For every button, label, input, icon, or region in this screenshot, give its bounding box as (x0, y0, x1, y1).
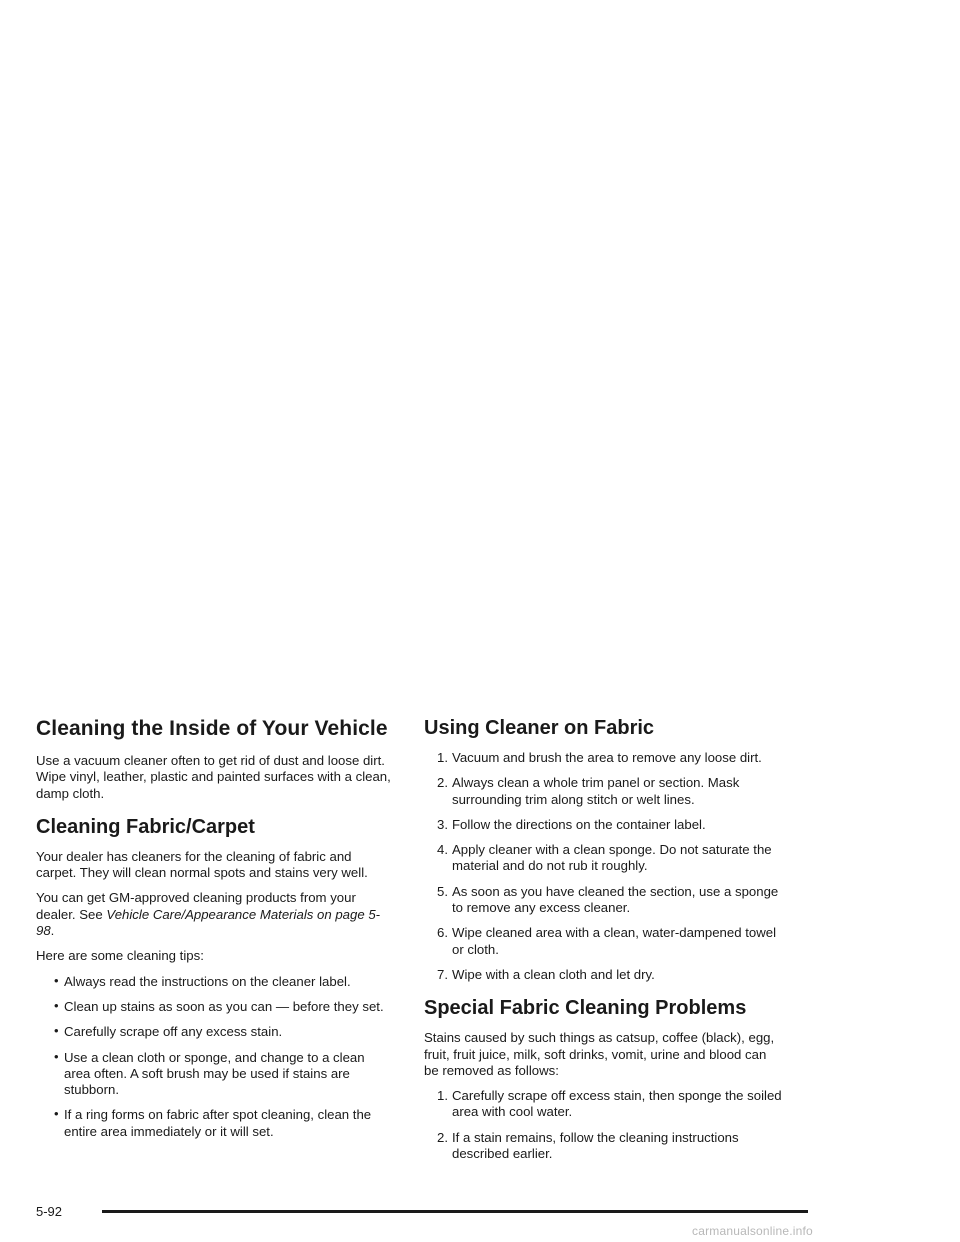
fabric-paragraph-1: Your dealer has cleaners for the cleaning of fabric and carpet. They will clean normal spots and stains very well. (36, 848, 368, 881)
special-intro: Stains caused by such things as catsup, coffee (black), egg, fruit, fruit juice, milk, soft drinks, vomit, urine and blood can be removed as follows: (424, 1030, 775, 1078)
list-item: 2. If a stain remains, follow the cleaning instructions described earlier. (424, 1130, 784, 1163)
tips-intro: Here are some cleaning tips: (36, 948, 204, 964)
bullet-icon: • (54, 1106, 59, 1122)
intro-paragraph: Use a vacuum cleaner often to get rid of dust and loose dirt. Wipe vinyl, leather, plastic and painted surfaces with a clean, damp cloth. (36, 753, 391, 801)
care-materials-link[interactable]: Vehicle Care/Appearance Materials on page 5-98 (36, 906, 381, 939)
list-item: 4. Apply cleaner with a clean sponge. Do not saturate the material and do not rub it roughly. (424, 842, 784, 875)
page-number: 5-92 (36, 1204, 63, 1219)
watermark: carmanualsonline.info (692, 1224, 813, 1238)
list-item: 6. Wipe cleaned area with a clean, water-dampened towel or cloth. (424, 925, 784, 958)
list-item: • If a ring forms on fabric after spot cleaning, clean the entire area immediately or it will set. (54, 1106, 372, 1139)
step-number: 2. (437, 1129, 448, 1145)
list-item: • Always read the instructions on the cleaner label. (54, 972, 351, 989)
step-number: 1. (437, 1088, 448, 1104)
fabric-paragraph-2 (36, 890, 392, 939)
step-number: 3. (437, 816, 448, 832)
bullet-icon: • (54, 1023, 59, 1039)
right-column (424, 716, 784, 1171)
list-item: • Carefully scrape off any excess stain. (54, 1023, 283, 1040)
step-number: 6. (437, 925, 448, 941)
fabric-carpet-heading: Cleaning Fabric/Carpet (36, 815, 255, 838)
bullet-icon: • (54, 1048, 59, 1064)
page-title: Cleaning the Inside of Your Vehicle (36, 717, 388, 740)
step-number: 4. (437, 842, 448, 858)
list-item: 3. Follow the directions on the container label. (424, 817, 784, 833)
list-item: • Clean up stains as soon as you can — before they set. (54, 997, 384, 1014)
list-item: • Use a clean cloth or sponge, and change to a clean area often. A soft brush may be used if stains are stubborn. (54, 1048, 365, 1098)
list-item: 1. Carefully scrape off excess stain, then sponge the soiled area with cool water. (424, 1088, 784, 1121)
step-number: 2. (437, 775, 448, 791)
footer-divider (102, 1210, 808, 1213)
special-steps-list (424, 1088, 784, 1162)
cleaner-steps-list (424, 750, 784, 983)
special-problems-heading: Special Fabric Cleaning Problems (424, 997, 747, 1020)
fabric-paragraph-2-text: You can get GM-approved cleaning products from your dealer. See (36, 890, 356, 922)
bullet-icon: • (54, 972, 59, 988)
list-item: 1. Vacuum and brush the area to remove any loose dirt. (424, 750, 784, 766)
list-item: 7. Wipe with a clean cloth and let dry. (424, 967, 784, 983)
cleaning-tips-list (36, 974, 392, 1140)
using-cleaner-heading: Using Cleaner on Fabric (424, 717, 655, 739)
step-number: 1. (437, 750, 448, 765)
left-column (36, 716, 392, 1149)
step-number: 5. (437, 883, 448, 899)
fabric-paragraph-2-end: . (50, 923, 55, 939)
list-item: 5. As soon as you have cleaned the section, use a sponge to remove any excess cleaner. (424, 884, 784, 917)
list-item: 2. Always clean a whole trim panel or section. Mask surrounding trim along stitch or welt lines. (424, 775, 784, 808)
bullet-icon: • (54, 997, 59, 1013)
step-number: 7. (437, 966, 448, 982)
